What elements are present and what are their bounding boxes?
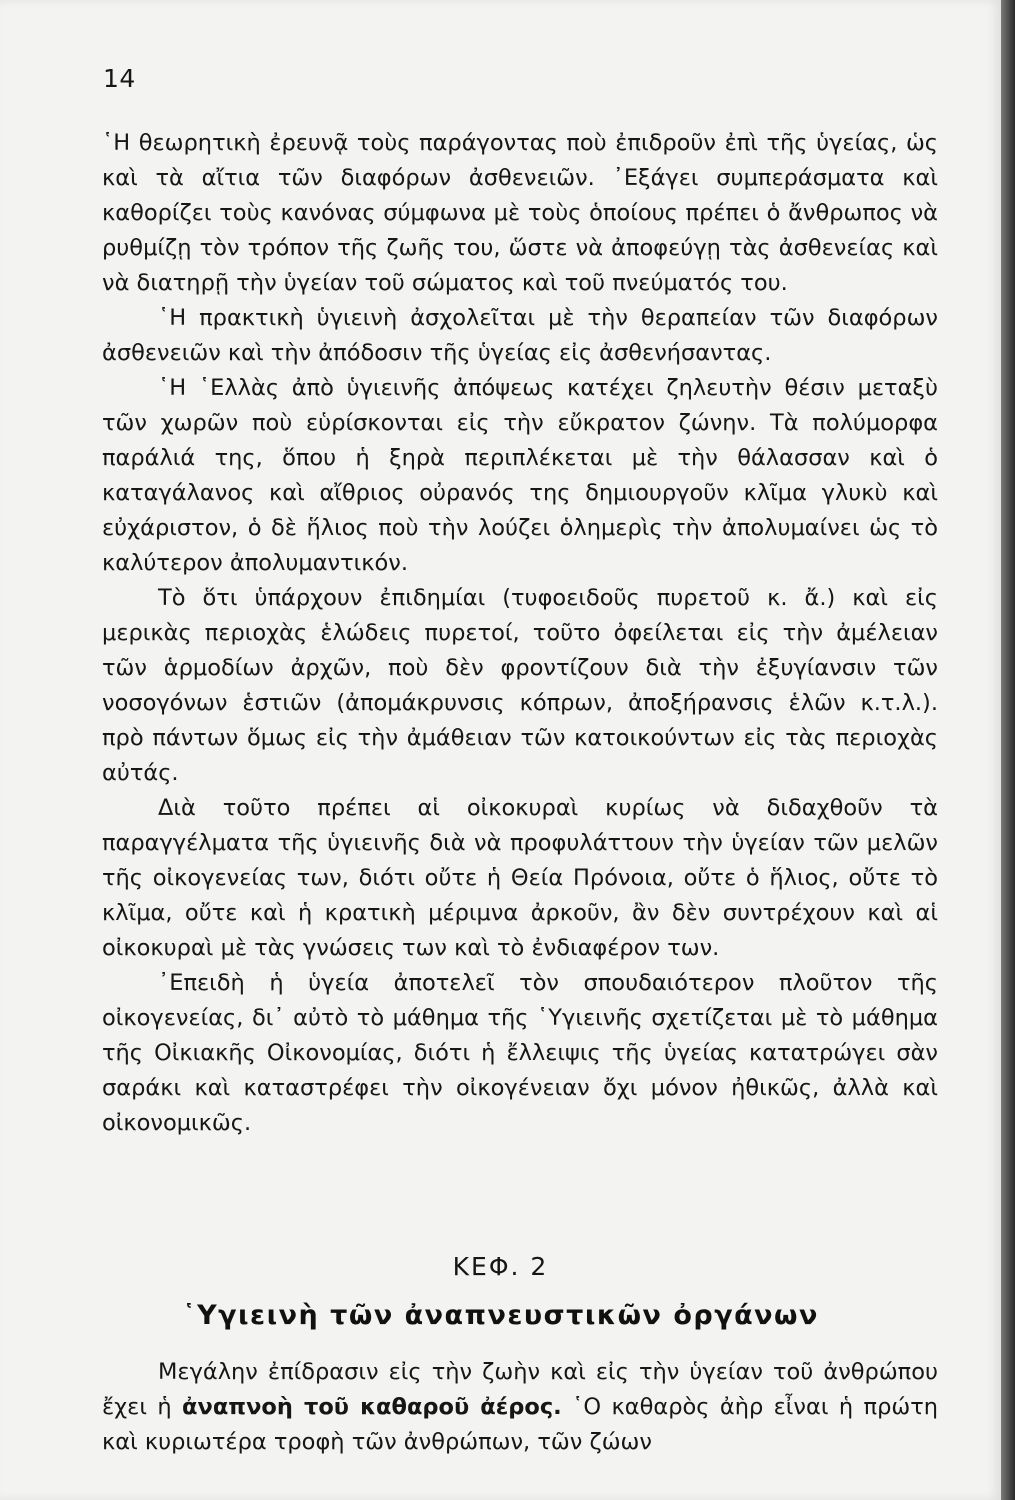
paragraph-breathing-emphasis: ἀναπνοὴ τοῦ καθαροῦ ἀέρος. — [182, 1394, 562, 1420]
paragraph-health-wealth: ᾿Επειδὴ ἡ ὑγεία ἀποτελεῖ τὸν σπουδαιότερον πλοῦτον τῆς οἰκογενείας, δι᾿ αὐτὸ τὸ μάθημα τῆς ῾Υγιεινῆς σχετίζεται μὲ τὸ μάθημα τῆς Οἰκιακῆς Οἰκονομίας, διότι ἡ ἔλλειψις τῆς ὑγείας κατατρώγει σὰν σαράκι καὶ καταστρέφει τὴν οἰκογένειαν ὄχι μόνον ἠθικῶς, ἀλλὰ καὶ οἰκονομικῶς. — [102, 970, 938, 1136]
paragraph-breathing — [102, 1355, 938, 1460]
body-text — [102, 126, 938, 1141]
chapter-title: ῾Υγιεινὴ τῶν ἀναπνευστικῶν ὀργάνων — [182, 1300, 819, 1331]
paragraph-greece-climate: ῾Η ῾Ελλὰς ἀπὸ ὑγιεινῆς ἀπόψεως κατέχει ζηλευτὴν θέσιν μεταξὺ τῶν χωρῶν ποὺ εὑρίσκονται εἰς τὴν εὔκρατον ζώνην. Τὰ πολύμορφα παράλιά της, ὅπου ἡ ξηρὰ περιπλέκεται μὲ τὴν θάλασσαν καὶ ὁ καταγάλανος καὶ αἴθριος οὐρανός της δημιουργοῦν κλῖμα γλυκὺ καὶ εὐχάριστον, ὁ δὲ ἥλιος ποὺ τὴν λούζει ὁλημερὶς τὴν ἀπολυμαίνει ὡς τὸ καλύτερον ἀπολυμαντικόν. — [102, 375, 938, 576]
paragraph-housewives: Διὰ τοῦτο πρέπει αἱ οἰκοκυραὶ κυρίως νὰ διδαχθοῦν τὰ παραγγέλματα τῆς ὑγιεινῆς διὰ νὰ προφυλάττουν τὴν ὑγείαν τῶν μελῶν τῆς οἰκογενείας των, διότι οὔτε ἡ Θεία Πρόνοια, οὔτε ὁ ἥλιος, οὔτε τὸ κλῖμα, οὔτε καὶ ἡ κρατικὴ μέριμνα ἀρκοῦν, ἂν δὲν συντρέχουν καὶ αἱ οἰκοκυραὶ μὲ τὰς γνώσεις των καὶ τὸ ἐνδιαφέρον των. — [102, 795, 938, 961]
paragraph-epidemics: Τὸ ὅτι ὑπάρχουν ἐπιδημίαι (τυφοειδοῦς πυρετοῦ κ. ἄ.) καὶ εἰς μερικὰς περιοχὰς ἑλώδεις πυρετοί, τοῦτο ὀφείλεται εἰς τὴν ἀμέλειαν τῶν ἁρμοδίων ἀρχῶν, ποὺ δὲν φροντίζουν διὰ τὴν ἐξυγίανσιν τῶν νοσογόνων ἑστιῶν (ἀπομάκρυνσις κόπρων, ἀποξήρανσις ἑλῶν κ.τ.λ.). πρὸ πάντων ὅμως εἰς τὴν ἀμάθειαν τῶν κατοικούντων εἰς τὰς περιοχὰς αὐτάς. — [102, 585, 938, 786]
page-number: 14 — [103, 64, 136, 93]
page-edge — [1001, 0, 1015, 1500]
paragraph-breathing-end: ῾Ο καθαρὸς ἀὴρ εἶναι ἡ πρώτη καὶ κυριωτέρα τροφὴ τῶν ἀνθρώπων, τῶν ζώων — [102, 1394, 939, 1455]
chapter-body-text — [102, 1355, 938, 1460]
paragraph-theoretical-hygiene: ῾Η θεωρητικὴ ἐρευνᾷ τοὺς παράγοντας ποὺ ἐπιδροῦν ἐπὶ τῆς ὑγείας, ὡς καὶ τὰ αἴτια τῶν διαφόρων ἀσθενειῶν. ᾿Εξάγει συμπεράσματα καὶ καθορίζει τοὺς κανόνας σύμφωνα μὲ τοὺς ὁποίους πρέπει ὁ ἄνθρωπος νὰ ρυθμίζῃ τὸν τρόπον τῆς ζωῆς του, ὥστε νὰ ἀποφεύγῃ τὰς ἀσθενείας καὶ νὰ διατηρῇ τὴν ὑγείαν τοῦ σώματος καὶ τοῦ πνεύματός του. — [102, 130, 938, 296]
paragraph-breathing-start: Μεγάλην ἐπίδρασιν εἰς τὴν ζωὴν καὶ εἰς τὴν ὑγείαν τοῦ ἀνθρώπου ἔχει ἡ — [102, 1359, 938, 1420]
chapter-heading: ΚΕΦ. 2 — [452, 1252, 549, 1281]
paragraph-practical-hygiene: ῾Η πρακτικὴ ὑγιεινὴ ἀσχολεῖται μὲ τὴν θεραπείαν τῶν διαφόρων ἀσθενειῶν καὶ τὴν ἀπόδοσιν τῆς ὑγείας εἰς ἀσθενήσαντας. — [102, 305, 938, 366]
